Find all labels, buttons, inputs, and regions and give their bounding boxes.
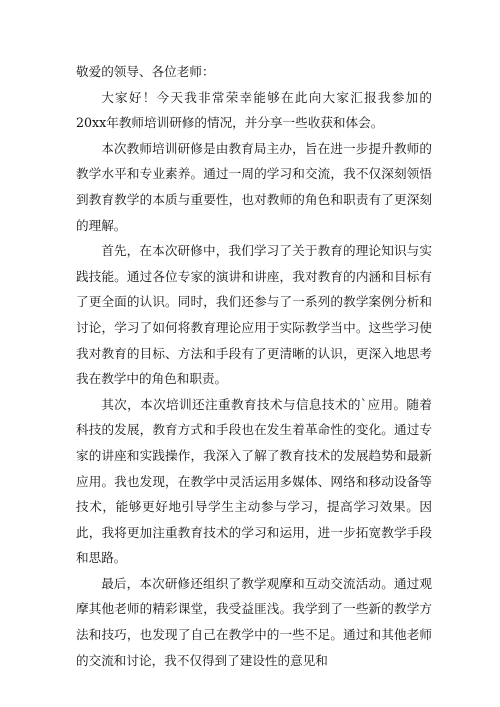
- paragraph-last: 最后，本次研修还组织了教学观摩和互动交流活动。通过观摩其他老师的精彩课堂，我受益匪浅。我学到了一些新的教学方法和技巧，也发现了自己在教学中的一些不足。通过和其他老师的交流和讨论，我不仅得到了建设性的意见和: [76, 575, 432, 668]
- document-body: [76, 59, 432, 673]
- paragraph-first: 首先，在本次研修中，我们学习了关于教育的理论知识与实践技能。通过各位专家的演讲和讲座，我对教育的内涵和目标有了更全面的认识。同时，我们还参与了一系列的教学案例分析和讨论，学习了如何将教育理论应用于实际教学当中。这些学习使我对教育的目标、方法和手段有了更清晰的认识，更深入地思考我在教学中的角色和职责。: [76, 243, 432, 387]
- paragraph-overview: 本次教师培训研修是由教育局主办，旨在进一步提升教师的教学水平和专业素养。通过一周的学习和交流，我不仅深刻领悟到教育教学的本质与重要性，也对教师的角色和职责有了更深刻的理解。: [76, 140, 432, 233]
- paragraph-second: 其次，本次培训还注重教育技术与信息技术的`应用。随着科技的发展，教育方式和手段也在发生着革命性的变化。通过专家的讲座和实践操作，我深入了解了教育技术的发展趋势和最新应用。我也发现，在教学中灵活运用多媒体、网络和移动设备等技术，能够更好地引导学生主动参与学习，提高学习效果。因此，我将更加注重教育技术的学习和运用，进一步拓宽教学手段和思路。: [76, 396, 432, 566]
- paragraph-greeting: 大家好！今天我非常荣幸能够在此向大家汇报我参加的20xx年教师培训研修的情况，并分享一些收获和体会。: [76, 89, 432, 131]
- salutation: 敬爱的领导、各位老师：: [76, 64, 215, 79]
